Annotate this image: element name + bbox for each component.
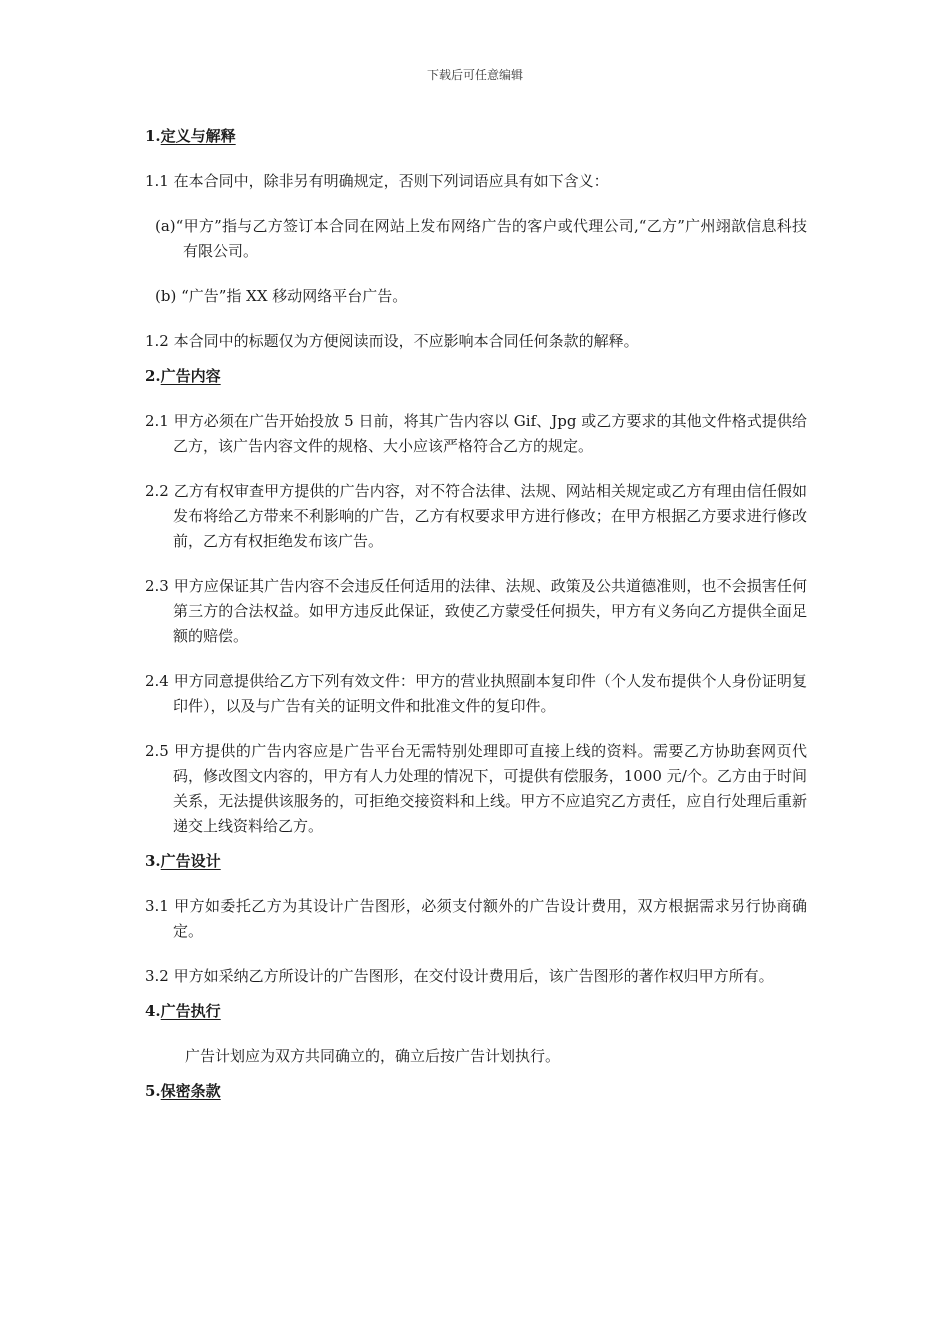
section-1-number: 1. bbox=[145, 127, 161, 145]
clause-2-3: 2.3 甲方应保证其广告内容不会违反任何适用的法律、法规、政策及公共道德准则，也不会损害任何第三方的合法权益。如甲方违反此保证，致使乙方蒙受任何损失，甲方有义务向乙方提供全面足额的赔偿。 bbox=[145, 577, 807, 645]
section-5-number: 5. bbox=[145, 1082, 161, 1100]
section-5-title: 保密条款 bbox=[160, 1082, 221, 1100]
clause-1-1-a: (a)“甲方”指与乙方签订本合同在网站上发布网络广告的客户或代理公司,“乙方”广州翊歆信息科技有限公司。 bbox=[155, 217, 807, 260]
section-1-heading bbox=[145, 124, 807, 149]
clause-4: 广告计划应为双方共同确立的，确立后按广告计划执行。 bbox=[185, 1047, 561, 1065]
page-header: 下载后可任意编辑 bbox=[426, 68, 523, 82]
clause-1-1: 1.1 在本合同中，除非另有明确规定，否则下列词语应具有如下含义： bbox=[145, 172, 609, 190]
clause-2-4: 2.4 甲方同意提供给乙方下列有效文件：甲方的营业执照副本复印件（个人发布提供个人身份证明复印件），以及与广告有关的证明文件和批准文件的复印件。 bbox=[145, 672, 807, 715]
section-4-number: 4. bbox=[145, 1002, 161, 1020]
section-3-number: 3. bbox=[145, 852, 161, 870]
section-4-title: 广告执行 bbox=[160, 1002, 221, 1020]
section-4-heading bbox=[145, 999, 807, 1024]
section-2-title: 广告内容 bbox=[160, 367, 221, 385]
contract-body bbox=[145, 124, 807, 1104]
section-1-title: 定义与解释 bbox=[160, 127, 236, 145]
clause-2-1: 2.1 甲方必须在广告开始投放 5 日前，将其广告内容以 Gif、Jpg 或乙方要求的其他文件格式提供给乙方，该广告内容文件的规格、大小应该严格符合乙方的规定。 bbox=[145, 412, 807, 455]
clause-1-1-b: (b) “广告”指 XX 移动网络平台广告。 bbox=[155, 287, 408, 305]
clause-1-2: 1.2 本合同中的标题仅为方便阅读而设，不应影响本合同任何条款的解释。 bbox=[145, 332, 639, 350]
clause-2-2: 2.2 乙方有权审查甲方提供的广告内容，对不符合法律、法规、网站相关规定或乙方有理由信任假如发布将给乙方带来不利影响的广告，乙方有权要求甲方进行修改；在甲方根据乙方要求进行修改前，乙方有权拒绝发布该广告。 bbox=[145, 482, 807, 550]
clause-3-1: 3.1 甲方如委托乙方为其设计广告图形，必须支付额外的广告设计费用，双方根据需求另行协商确定。 bbox=[145, 897, 807, 940]
clause-3-2: 3.2 甲方如采纳乙方所设计的广告图形，在交付设计费用后，该广告图形的著作权归甲方所有。 bbox=[145, 967, 774, 985]
section-3-title: 广告设计 bbox=[160, 852, 221, 870]
section-3-heading bbox=[145, 849, 807, 874]
clause-2-5: 2.5 甲方提供的广告内容应是广告平台无需特别处理即可直接上线的资料。需要乙方协助套网页代码，修改图文内容的，甲方有人力处理的情况下，可提供有偿服务，1000 元/个。乙方由于时间关系，无法提供该服务的，可拒绝交接资料和上线。甲方不应追究乙方责任，应自行处理后重新递交上线资料给乙方。 bbox=[145, 742, 807, 835]
section-2-heading bbox=[145, 364, 807, 389]
section-2-number: 2. bbox=[145, 367, 161, 385]
section-5-heading bbox=[145, 1079, 807, 1104]
